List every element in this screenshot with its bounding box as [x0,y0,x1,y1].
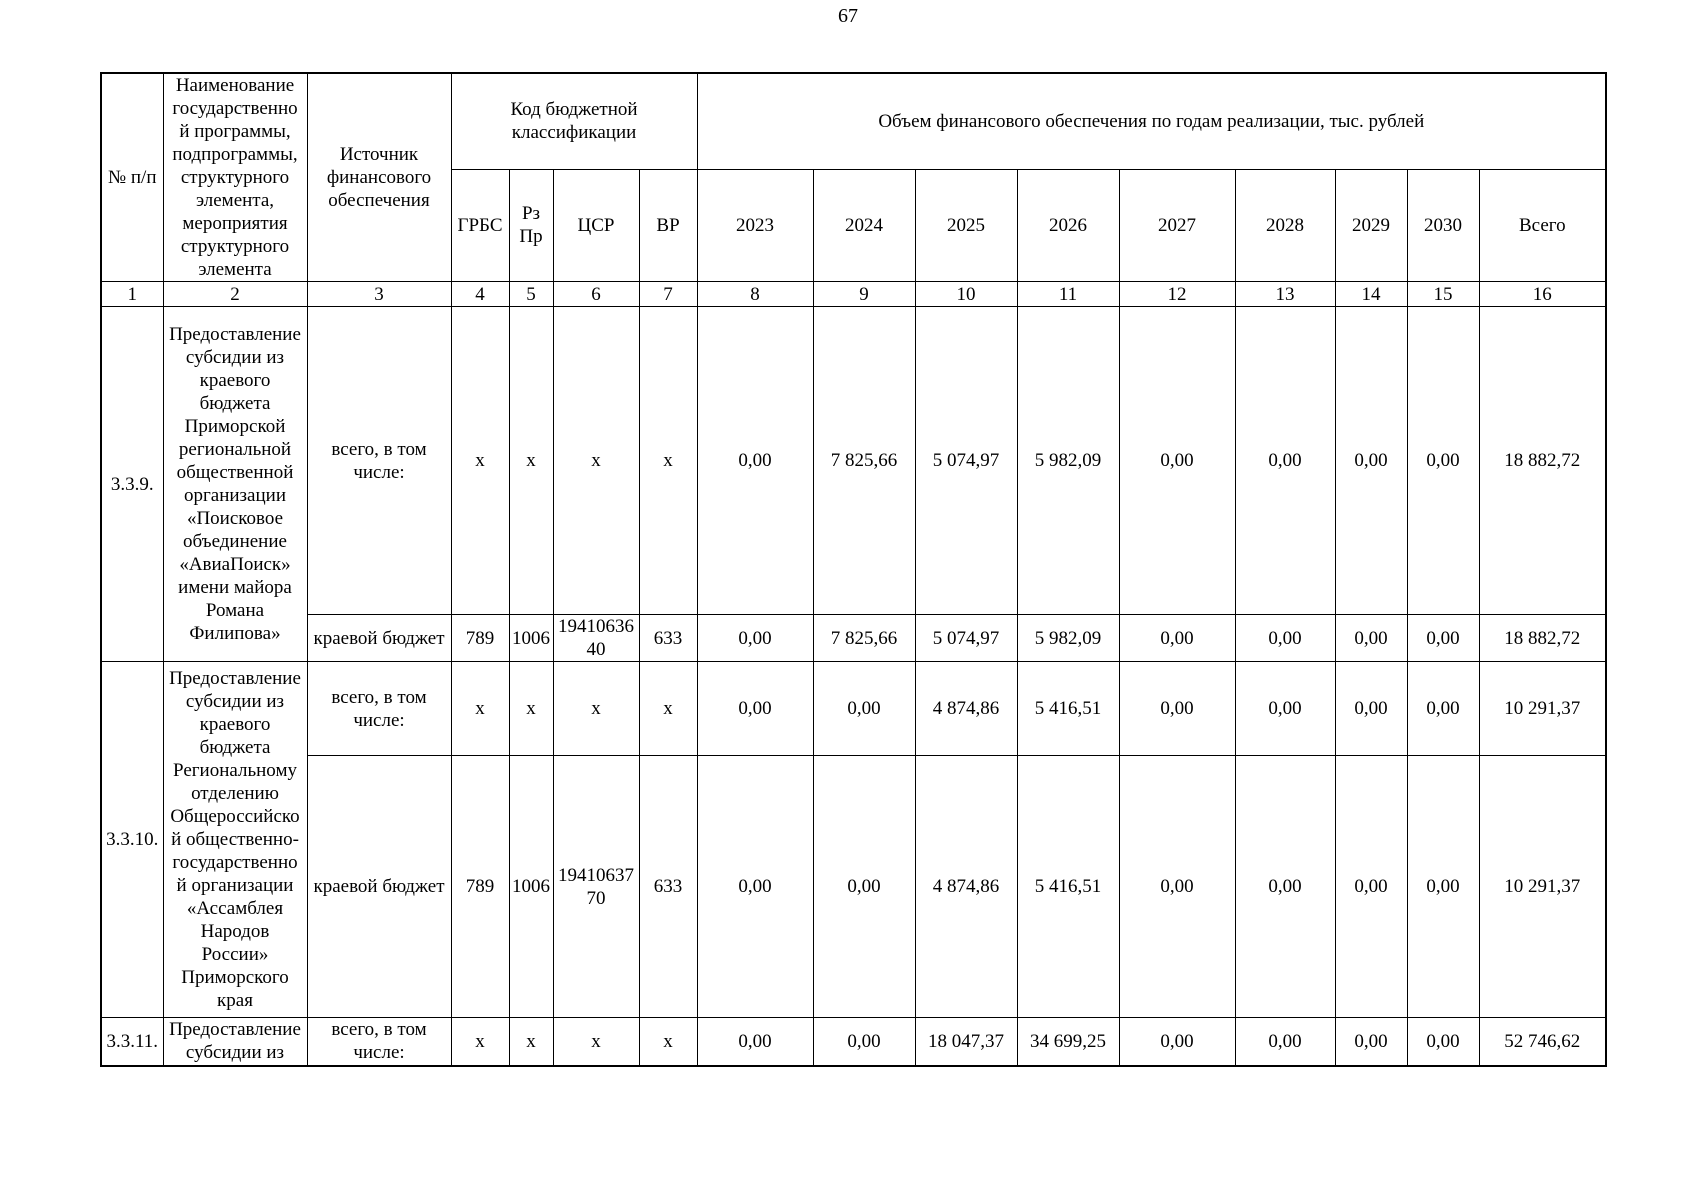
cell-value: 0,00 [1407,662,1479,756]
table-row [101,756,1606,1018]
row-number: 3.3.9. [101,307,163,662]
column-number: 11 [1017,282,1119,307]
cell-value: 0,00 [1335,662,1407,756]
cell-grbs: х [451,662,509,756]
cell-csr: х [553,1018,639,1066]
cell-value: 0,00 [697,615,813,662]
cell-value: 0,00 [1119,615,1235,662]
column-number: 3 [307,282,451,307]
column-number: 9 [813,282,915,307]
cell-value: 0,00 [1407,307,1479,615]
cell-value: 0,00 [1119,756,1235,1018]
cell-total: 10 291,37 [1479,662,1606,756]
cell-value: 5 074,97 [915,615,1017,662]
cell-total: 18 882,72 [1479,615,1606,662]
header-csr: ЦСР [553,169,639,281]
row-source: краевой бюджет [307,615,451,662]
header-rzpr: Рз Пр [509,169,553,281]
cell-value: 0,00 [1407,1018,1479,1066]
budget-table [100,72,1607,1067]
header-year: 2026 [1017,169,1119,281]
cell-value: 7 825,66 [813,307,915,615]
cell-value: 7 825,66 [813,615,915,662]
cell-grbs: 789 [451,615,509,662]
header-row-top [101,73,1606,169]
cell-value: 5 416,51 [1017,662,1119,756]
row-name: Предоставление субсидии из краевого бюджета Приморской региональной общественной организации «Поисковое объединение «АвиаПоиск» имени майора Романа Филипова» [163,307,307,662]
header-col-name: Наименование государственно й программы, подпрограммы, структурного элемента, мероприятия структурного элемента [163,73,307,282]
cell-value: 0,00 [697,662,813,756]
table-row [101,615,1606,662]
header-year: 2023 [697,169,813,281]
header-year: 2029 [1335,169,1407,281]
column-number: 14 [1335,282,1407,307]
cell-csr: 19410637 70 [553,756,639,1018]
cell-value: 0,00 [1119,1018,1235,1066]
header-col-no: № п/п [101,73,163,282]
cell-vr: 633 [639,615,697,662]
page-number: 67 [838,5,858,27]
cell-vr: х [639,1018,697,1066]
column-number-row [101,282,1606,307]
cell-value: 0,00 [1335,307,1407,615]
cell-vr: х [639,662,697,756]
cell-value: 5 982,09 [1017,615,1119,662]
cell-value: 0,00 [1235,307,1335,615]
column-number: 4 [451,282,509,307]
cell-rzpr: х [509,307,553,615]
column-number: 15 [1407,282,1479,307]
cell-value: 0,00 [1119,307,1235,615]
cell-rzpr: 1006 [509,615,553,662]
cell-value: 0,00 [1407,756,1479,1018]
cell-total: 18 882,72 [1479,307,1606,615]
cell-value: 0,00 [1407,615,1479,662]
row-source: всего, в том числе: [307,307,451,615]
cell-value: 0,00 [1335,615,1407,662]
cell-vr: х [639,307,697,615]
header-year: 2030 [1407,169,1479,281]
cell-value: 0,00 [1235,615,1335,662]
row-name: Предоставление субсидии из краевого бюджета Региональному отделению Общероссийско й общественно-государственно й организации «Ассамблея Народов России» Приморского края [163,662,307,1018]
cell-value: 0,00 [1335,756,1407,1018]
column-number: 2 [163,282,307,307]
table-row [101,307,1606,615]
cell-total: 10 291,37 [1479,756,1606,1018]
cell-csr: х [553,307,639,615]
row-number: 3.3.11. [101,1018,163,1066]
header-col-source: Источник финансового обеспечения [307,73,451,282]
cell-value: 0,00 [1119,662,1235,756]
column-number: 10 [915,282,1017,307]
header-year: 2024 [813,169,915,281]
cell-value: 18 047,37 [915,1018,1017,1066]
cell-value: 0,00 [813,1018,915,1066]
cell-value: 4 874,86 [915,756,1017,1018]
cell-value: 0,00 [813,756,915,1018]
cell-rzpr: х [509,1018,553,1066]
cell-value: 0,00 [697,1018,813,1066]
cell-csr: х [553,662,639,756]
cell-grbs: х [451,307,509,615]
header-year: 2027 [1119,169,1235,281]
column-number: 1 [101,282,163,307]
column-number: 8 [697,282,813,307]
table-row [101,662,1606,756]
cell-value: 5 074,97 [915,307,1017,615]
cell-rzpr: 1006 [509,756,553,1018]
cell-value: 34 699,25 [1017,1018,1119,1066]
cell-value: 0,00 [813,662,915,756]
cell-vr: 633 [639,756,697,1018]
row-source: всего, в том числе: [307,662,451,756]
cell-value: 0,00 [1235,756,1335,1018]
cell-value: 5 982,09 [1017,307,1119,615]
cell-grbs: 789 [451,756,509,1018]
cell-value: 0,00 [1335,1018,1407,1066]
cell-value: 0,00 [1235,1018,1335,1066]
column-number: 12 [1119,282,1235,307]
row-source: всего, в том числе: [307,1018,451,1066]
table-row [101,1018,1606,1066]
column-number: 13 [1235,282,1335,307]
header-group-code: Код бюджетной классификации [451,73,697,169]
cell-total: 52 746,62 [1479,1018,1606,1066]
header-year: 2028 [1235,169,1335,281]
cell-value: 0,00 [697,307,813,615]
cell-value: 0,00 [1235,662,1335,756]
cell-value: 0,00 [697,756,813,1018]
row-name: Предоставление субсидии из [163,1018,307,1066]
header-total: Всего [1479,169,1606,281]
column-number: 16 [1479,282,1606,307]
column-number: 5 [509,282,553,307]
column-number: 7 [639,282,697,307]
row-number: 3.3.10. [101,662,163,1018]
cell-csr: 19410636 40 [553,615,639,662]
cell-value: 5 416,51 [1017,756,1119,1018]
cell-value: 4 874,86 [915,662,1017,756]
row-source: краевой бюджет [307,756,451,1018]
header-grbs: ГРБС [451,169,509,281]
header-year: 2025 [915,169,1017,281]
column-number: 6 [553,282,639,307]
cell-grbs: х [451,1018,509,1066]
header-group-volume: Объем финансового обеспечения по годам реализации, тыс. рублей [697,73,1606,169]
cell-rzpr: х [509,662,553,756]
header-vr: ВР [639,169,697,281]
